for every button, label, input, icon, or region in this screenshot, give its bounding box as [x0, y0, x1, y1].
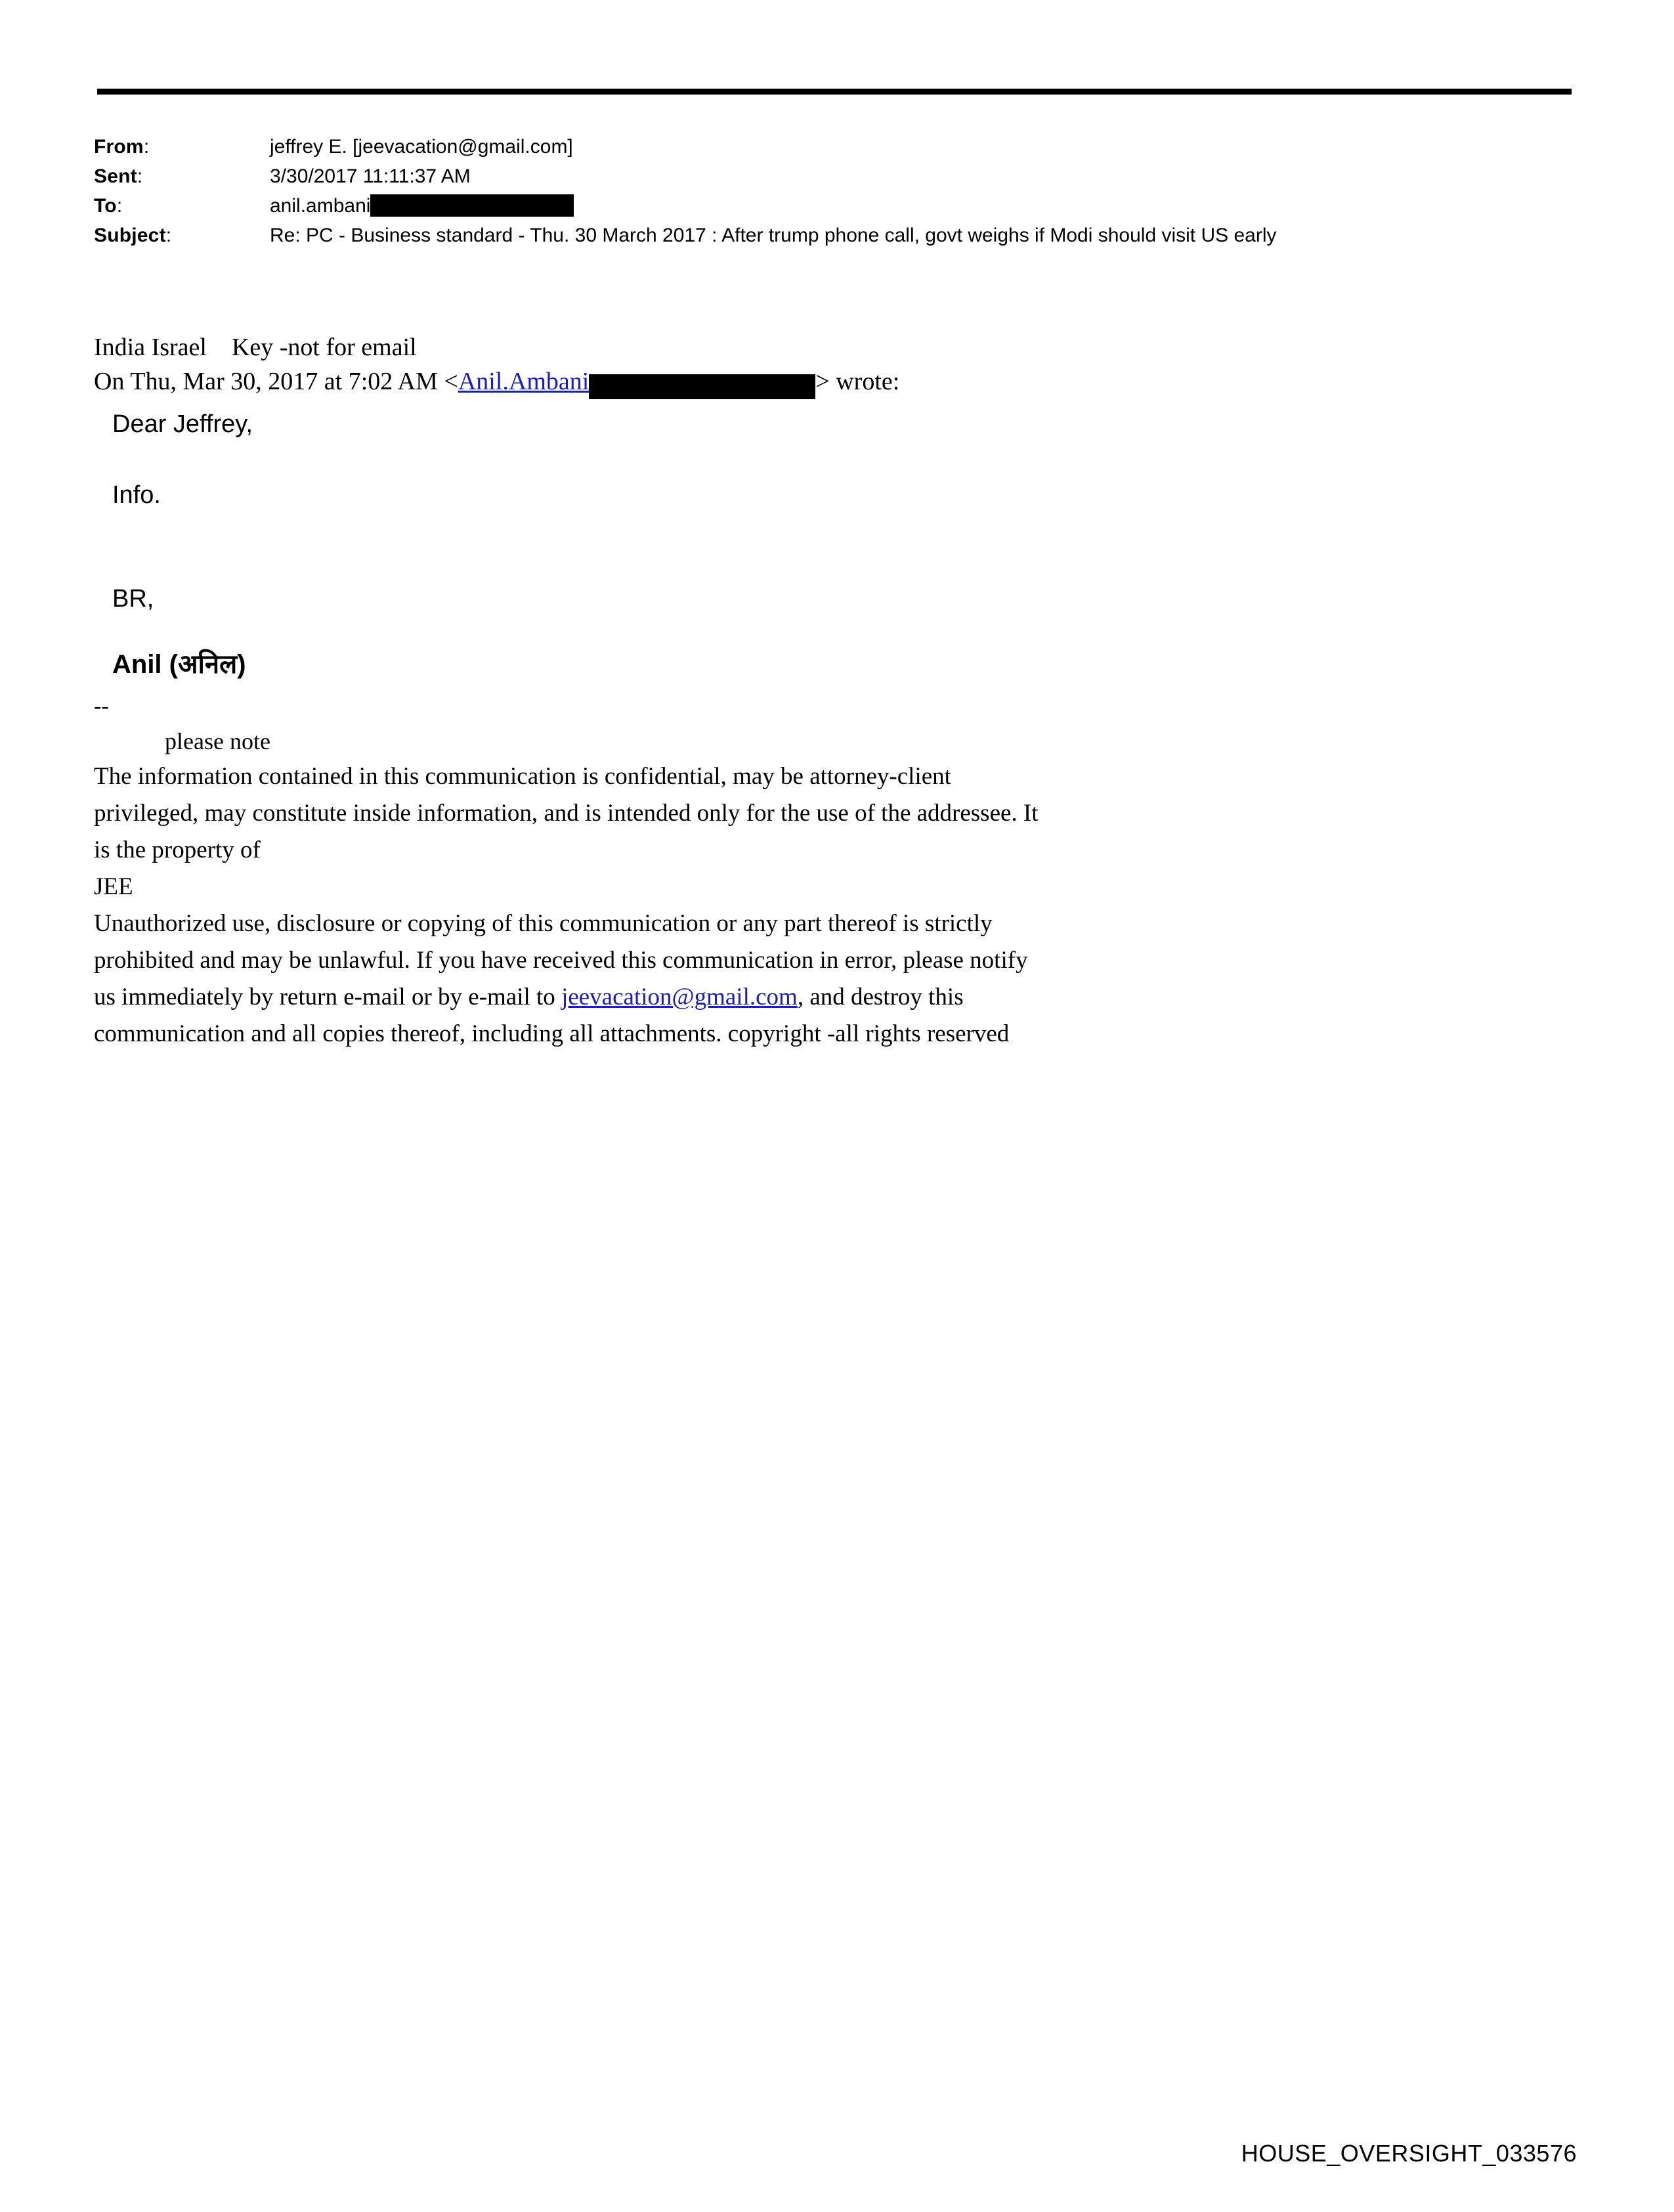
sent-value: 3/30/2017 11:11:37 AM: [270, 165, 471, 187]
header-row-to: [94, 194, 1577, 219]
quote-attribution: On Thu, Mar 30, 2017 at 7:02 AM <Anil.Ambani > wrote:: [94, 364, 1591, 399]
disclaimer-org: JEE: [94, 873, 133, 900]
quoted-greeting: Dear Jeffrey,: [112, 410, 253, 438]
to-label: To:: [94, 195, 123, 217]
header-divider-rule: [97, 89, 1572, 95]
redaction-bar-to: [370, 194, 574, 217]
bates-number: HOUSE_OVERSIGHT_033576: [1241, 2140, 1577, 2167]
disclaimer-part-3: , and destroy this communication and all copies thereof, including all attachments. copyright -all rights reserved: [94, 984, 1010, 1047]
from-label: From:: [94, 136, 150, 158]
to-value: anil.ambani: [270, 194, 574, 219]
header-row-sent: [94, 164, 1577, 189]
redaction-bar-quoted-sender: [589, 374, 815, 399]
header-row-from: [94, 135, 1577, 160]
confidentiality-disclaimer: [94, 758, 1046, 1052]
please-note-text: please note: [165, 728, 270, 754]
email-body: [94, 332, 1591, 1052]
email-header: [94, 135, 1577, 253]
quoted-signature: Anil (अनिल): [112, 650, 246, 679]
quoted-line-1: Info.: [112, 481, 161, 509]
note-line: India Israel Key -not for email: [94, 334, 417, 361]
quoted-sender-link[interactable]: Anil.Ambani: [458, 368, 590, 395]
signature-separator: --: [94, 694, 109, 718]
disclaimer-part-2: Unauthorized use, disclosure or copying of this communication or any part thereof is strictly prohibited and may be unlawful. If you have received this communication in error, please notify us immediately by return e-mail or by e-mail to: [94, 910, 1028, 1010]
from-value: jeffrey E. [jeevacation@gmail.com]: [270, 136, 573, 158]
disclaimer-email-link[interactable]: jeevacation@gmail.com: [561, 984, 798, 1010]
quoted-message: [112, 409, 1591, 681]
subject-label: Subject:: [94, 225, 172, 246]
quoted-closing: BR,: [112, 585, 154, 613]
disclaimer-part-1: The information contained in this communication is confidential, may be attorney-client privileged, may constitute inside information, and is intended only for the use of the addressee. It is the property of: [94, 763, 1039, 863]
header-row-subject: [94, 223, 1577, 248]
subject-value: Re: PC - Business standard - Thu. 30 March 2017 : After trump phone call, govt weighs if Modi should visit US early: [270, 225, 1277, 246]
sent-label: Sent:: [94, 165, 143, 187]
